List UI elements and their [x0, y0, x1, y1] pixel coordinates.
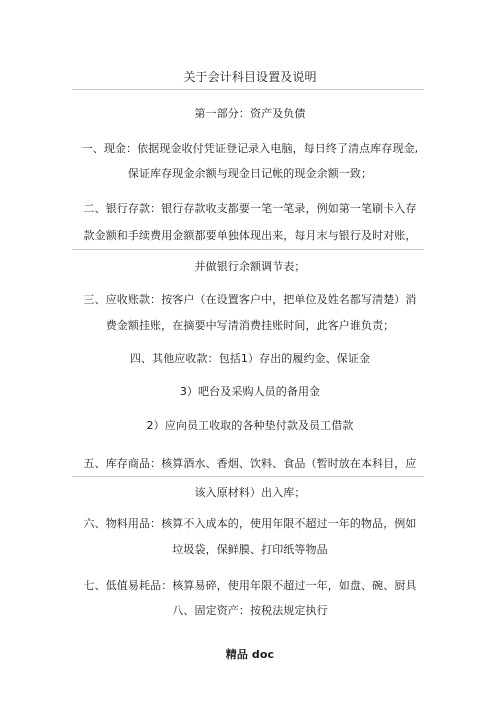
paragraph-line: 三、应收账款：按客户（在设置客户中，把单位及姓名都写清楚）消 [83, 293, 417, 306]
paragraph-line: 七、低值易耗品：核算易碎，使用年限不超过一年，如盘、碗、厨具 [83, 579, 417, 592]
paragraph-line: 并做银行余额调节表； [194, 260, 306, 273]
paragraph-line: 二、银行存款：银行存款收支都要一笔一笔录，例如第一笔刷卡入存 [83, 202, 417, 215]
paragraph-line: 2）应向员工收取的各种垫付款及员工借款 [146, 419, 354, 432]
paragraph-line: 3）吧台及采购人员的备用金 [179, 385, 321, 398]
paragraph-line: 五、库存商品：核算酒水、香烟、饮料、食品（暂时放在本科目，应 [83, 457, 417, 470]
paragraph-line: 垃圾袋，保鲜膜、打印纸等物品 [172, 543, 328, 556]
section-heading: 第一部分：资产及负债 [194, 107, 306, 120]
paragraph-line: 费金额挂账，在摘要中写清消费挂账时间，此客户谁负责； [105, 319, 395, 332]
document-title: 关于会计科目设置及说明 [183, 70, 317, 84]
divider [72, 476, 424, 477]
paragraph-line: 四、其他应收款：包括1）存出的履约金、保证金 [129, 352, 371, 365]
paragraph-line: 八、固定资产：按税法规定执行 [172, 604, 328, 617]
paragraph-line: 该入原材料）出入库； [194, 486, 306, 499]
paragraph-line: 一、现金：依据现金收付凭证登记录入电脑，每日终了清点库存现金, [81, 142, 419, 155]
paragraph-line: 保证库存现金余额与现金日记帐的现金余额一致； [127, 167, 373, 180]
paragraph-line: 款金额和手续费用金额都要单独体现出来，每月末与银行及时对账， [83, 229, 417, 242]
title-divider [72, 89, 424, 90]
footer-watermark: 精品 doc [225, 648, 275, 661]
paragraph-line: 六、物料用品：核算不入成本的，使用年限不超过一年的物品，例如 [83, 517, 417, 530]
divider [72, 249, 424, 250]
